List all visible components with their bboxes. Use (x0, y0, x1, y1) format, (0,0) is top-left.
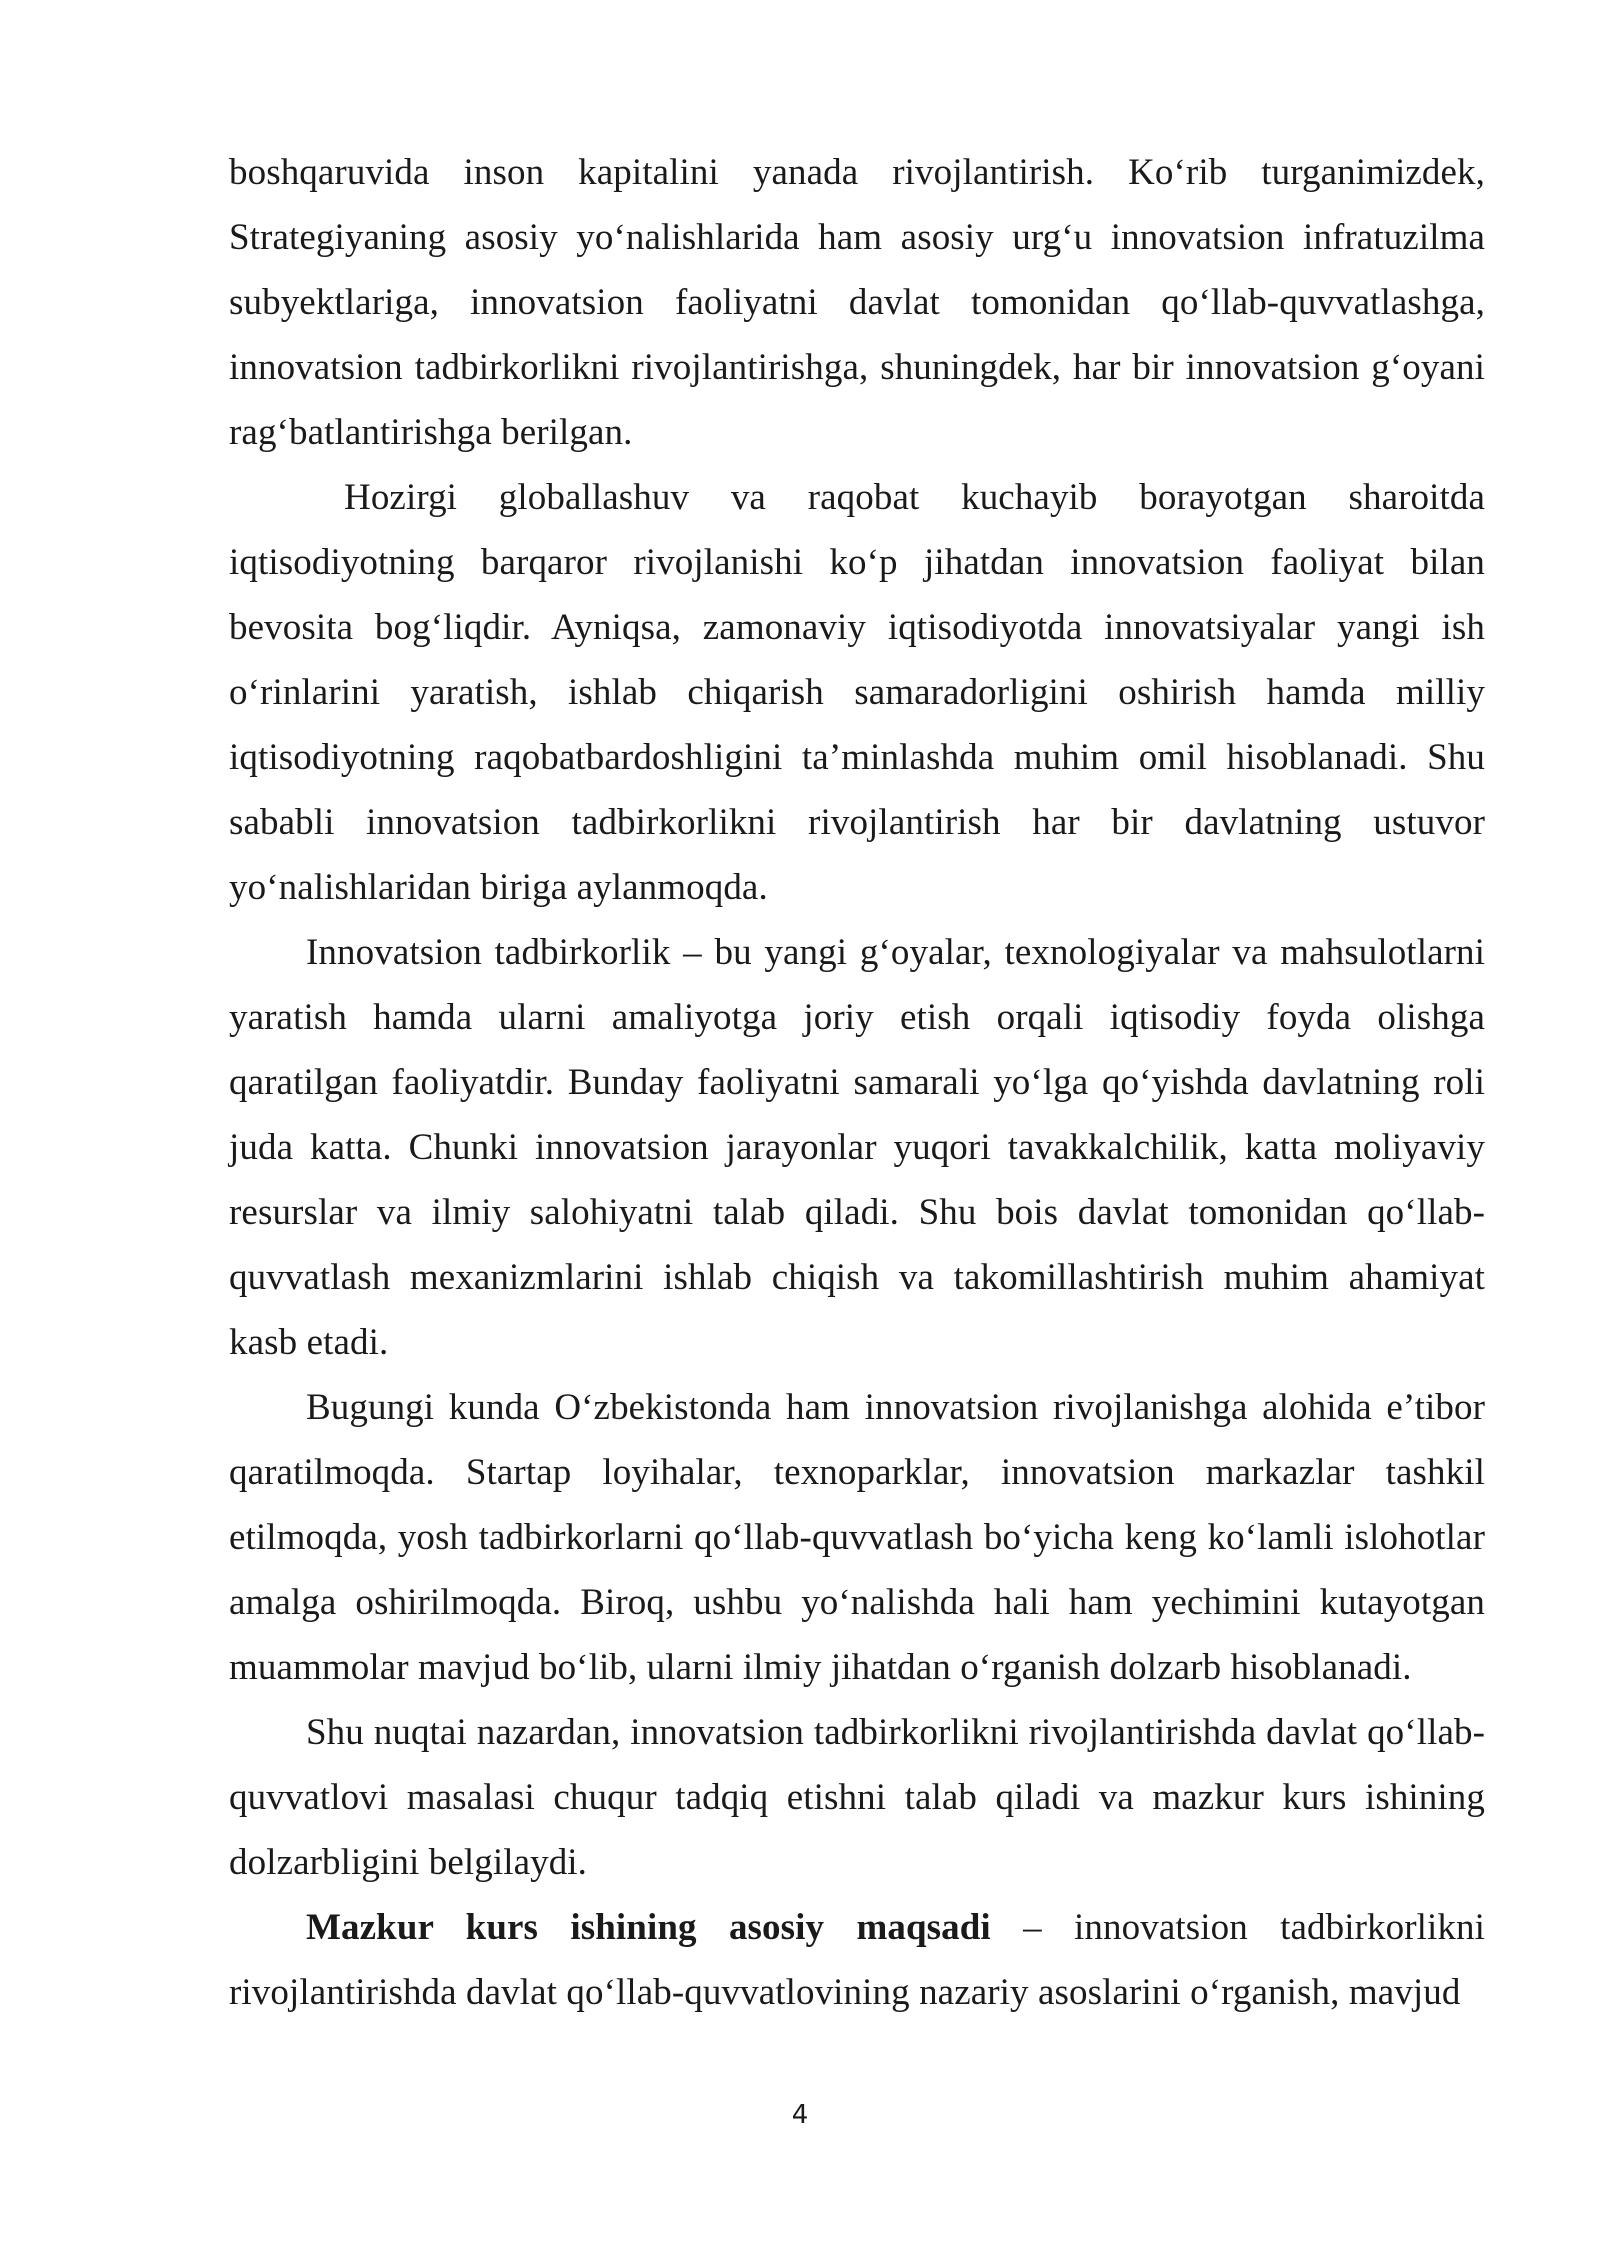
paragraph-3: Innovatsion tadbirkorlik – bu yangi g‘oyalar, texnologiyalar va mahsulotlarni yaratish hamda ularni amaliyotga joriy etish orqali iqtisodiy foyda olishga qaratilgan faoliyatdir. Bunday faoliyatni samarali yo‘lga qo‘yishda davlatning roli juda katta. Chunki innovatsion jarayonlar yuqori tavakkalchilik, katta moliyaviy resurslar va ilmiy salohiyatni talab qiladi. Shu bois davlat tomonidan qo‘llab-quvvatlash mexanizmlarini ishlab chiqish va takomillashtirish muhim ahamiyat kasb etadi. (229, 932, 1485, 1363)
paragraph-6 (229, 1895, 1485, 2025)
paragraph-1: boshqaruvida inson kapitalini yanada rivojlantirish. Ko‘rib turganimizdek, Strategiyaning asosiy yo‘nalishlarida ham asosiy urg‘u innovatsion infratuzilma subyektlariga, innovatsion faoliyatni davlat tomonidan qo‘llab-quvvatlashga, innovatsion tadbirkorlikni rivojlantirishga, shuningdek, har bir innovatsion g‘oyani rag‘batlantirishga berilgan. (229, 152, 1485, 453)
paragraph-6-text: – innovatsion tadbirkorlikni rivojlantirishda davlat qo‘llab-quvvatlovining nazariy asoslarini o‘rganish, mavjud (229, 1907, 1485, 2013)
paragraph-2: Hozirgi globallashuv va raqobat kuchayib borayotgan sharoitda iqtisodiyotning barqaror rivojlanishi ko‘p jihatdan innovatsion faoliyat bilan bevosita bog‘liqdir. Ayniqsa, zamonaviy iqtisodiyotda innovatsiyalar yangi ish o‘rinlarini yaratish, ishlab chiqarish samaradorligini oshirish hamda milliy iqtisodiyotning raqobatbardoshligini ta’minlashda muhim omil hisoblanadi. Shu sababli innovatsion tadbirkorlikni rivojlantirish har bir davlatning ustuvor yo‘nalishlaridan biriga aylanmoqda. (229, 477, 1485, 908)
paragraph-6-bold-lead: Mazkur kurs ishining asosiy maqsadi (306, 1907, 991, 1948)
page-number: 4 (791, 2100, 809, 2130)
paragraph-4: Bugungi kunda O‘zbekistonda ham innovatsion rivojlanishga alohida e’tibor qaratilmoqda. Startap loyihalar, texnoparklar, innovatsion markazlar tashkil etilmoqda, yosh tadbirkorlarni qo‘llab-quvvatlash bo‘yicha keng ko‘lamli islohotlar amalga oshirilmoqda. Biroq, ushbu yo‘nalishda hali ham yechimini kutayotgan muammolar mavjud bo‘lib, ularni ilmiy jihatdan o‘rganish dolzarb hisoblanadi. (229, 1387, 1485, 1688)
paragraph-5: Shu nuqtai nazardan, innovatsion tadbirkorlikni rivojlantirishda davlat qo‘llab-quvvatlovi masalasi chuqur tadqiq etishni talab qiladi va mazkur kurs ishining dolzarbligini belgilaydi. (229, 1712, 1485, 1883)
document-body (229, 140, 1485, 2025)
